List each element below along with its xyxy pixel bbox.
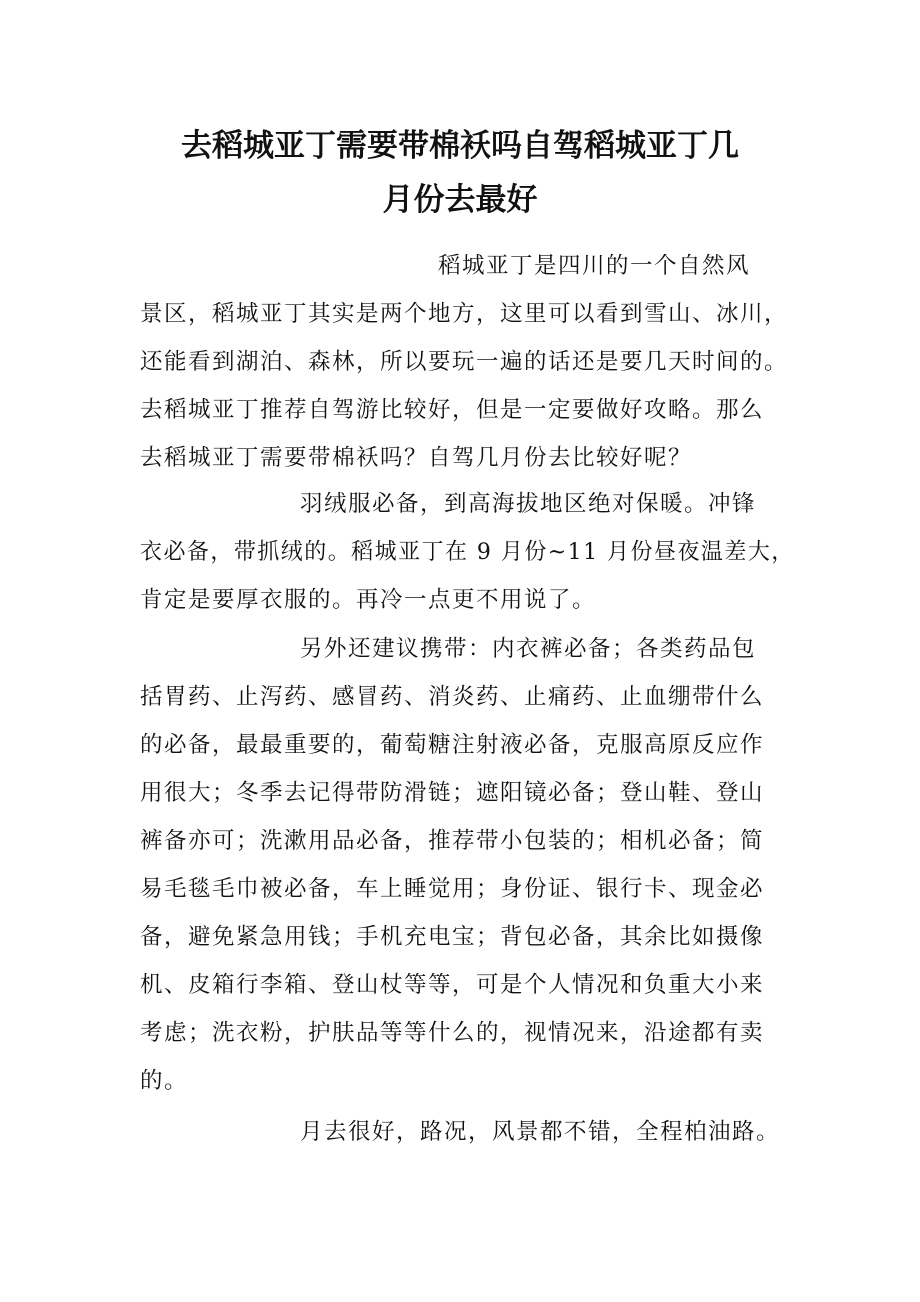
paragraph-3-line-4: 用很大；冬季去记得带防滑链；遮阳镜必备；登山鞋、登山 [140, 780, 765, 806]
paragraph-1-line-4: 去稻城亚丁推荐自驾游比较好，但是一定要做好攻略。那么 [140, 397, 765, 423]
document-title-line-2: 月份去最好 [382, 182, 538, 218]
paragraph-1-line-2: 景区，稻城亚丁其实是两个地方，这里可以看到雪山、冰川， [140, 301, 789, 327]
paragraph-3-line-5: 裤备亦可；洗漱用品必备，推荐带小包装的；相机必备；简 [140, 828, 765, 854]
paragraph-4-line-1: 月去很好，路况，风景都不错，全程柏油路。 [300, 1119, 781, 1145]
paragraph-1-line-5: 去稻城亚丁需要带棉袄吗？自驾几月份去比较好呢？ [140, 445, 693, 471]
paragraph-3-line-3: 的必备，最最重要的，葡萄糖注射液必备，克服高原反应作 [140, 732, 765, 758]
paragraph-3-line-6: 易毛毯毛巾被必备，车上睡觉用；身份证、银行卡、现金必 [140, 876, 765, 902]
paragraph-3-line-1: 另外还建议携带：内衣裤必备；各类药品包 [300, 636, 757, 662]
paragraph-1-line-1: 稻城亚丁是四川的一个自然风 [438, 253, 751, 279]
paragraph-3-line-10: 的。 [140, 1068, 189, 1094]
paragraph-3-line-8: 机、皮箱行李箱、登山杖等等，可是个人情况和负重大小来 [140, 972, 765, 998]
paragraph-1-line-3: 还能看到湖泊、森林，所以要玩一遍的话还是要几天时间的。 [140, 349, 789, 375]
document-title-line-1: 去稻城亚丁需要带棉袄吗自驾稻城亚丁几 [181, 128, 739, 164]
paragraph-3-line-9: 考虑；洗衣粉，护肤品等等什么的，视情况来，沿途都有卖 [140, 1020, 765, 1046]
paragraph-2-line-3: 肯定是要厚衣服的。再冷一点更不用说了。 [140, 587, 597, 613]
paragraph-2-line-1: 羽绒服必备，到高海拔地区绝对保暖。冲锋 [300, 491, 757, 517]
paragraph-3-line-2: 括胃药、止泻药、感冒药、消炎药、止痛药、止血绷带什么 [140, 684, 765, 710]
paragraph-3-line-7: 备，避免紧急用钱；手机充电宝；背包必备，其余比如摄像 [140, 924, 765, 950]
paragraph-2-line-2: 衣必备，带抓绒的。稻城亚丁在 9 月份~11 月份昼夜温差大， [140, 539, 795, 565]
